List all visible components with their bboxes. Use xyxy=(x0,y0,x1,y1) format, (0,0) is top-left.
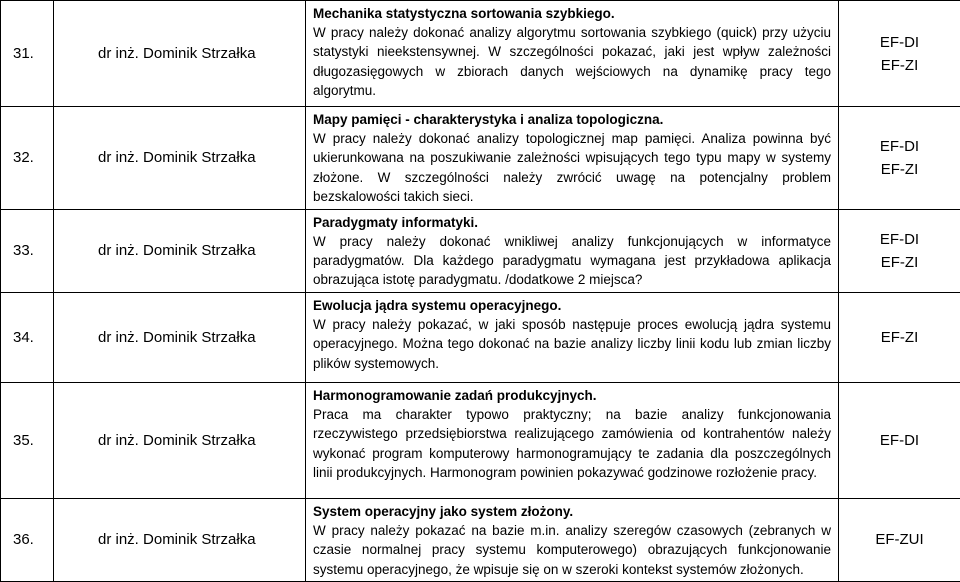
table-row xyxy=(1,107,960,210)
specialization-cell xyxy=(839,498,960,581)
row-number: 32. xyxy=(1,107,54,210)
specialization-cell xyxy=(839,382,960,498)
topic-description: W pracy należy pokazać na bazie m.in. analizy szeregów czasowych (zebranych w czasie normalnej pracy systemu komputerowego) obrazujących funkcjonowanie systemu operacyjnego, że wpisuje się on w szeroki kontekst systemów złożonych. xyxy=(313,521,831,579)
topic-cell xyxy=(306,292,839,382)
row-number: 33. xyxy=(1,209,54,292)
supervisor-name: dr inż. Dominik Strzałka xyxy=(54,292,306,382)
specialization-code: EF-ZUI xyxy=(839,528,960,551)
topic-cell xyxy=(306,209,839,292)
row-number: 34. xyxy=(1,292,54,382)
topic-description: W pracy należy dokonać analizy topologicznej map pamięci. Analiza powinna być ukierunkowana na poszukiwanie zależności wpisujących tego typu mapy w systemy złożone. W szczególności należy zwrócić uwagę na potencjalny problem bezskalowości takich sieci. xyxy=(313,129,831,207)
topic-title: Mapy pamięci - charakterystyka i analiza topologiczna. xyxy=(313,110,831,129)
specialization-cell xyxy=(839,1,960,107)
topic-cell xyxy=(306,498,839,581)
supervisor-name: dr inż. Dominik Strzałka xyxy=(54,1,306,107)
table-row xyxy=(1,292,960,382)
topic-description: Praca ma charakter typowo praktyczny; na bazie analizy funkcjonowania rzeczywistego przedsiębiorstwa realizującego zamówienia od kontrahentów należy wykonać program komputerowy harmonogramujący te zadania dla poszczególnych linii produkcyjnych. Harmonogram powinien pokazywać godzinowe rozłożenie pracy. xyxy=(313,405,831,483)
specialization-code: EF-DI xyxy=(839,228,960,251)
topic-title: Ewolucja jądra systemu operacyjnego. xyxy=(313,296,831,315)
table-row xyxy=(1,498,960,581)
supervisor-name: dr inż. Dominik Strzałka xyxy=(54,209,306,292)
table-row xyxy=(1,209,960,292)
topic-description: W pracy należy pokazać, w jaki sposób następuje proces ewolucją jądra systemu operacyjnego. Można tego dokonać na bazie analizy liczby linii kodu lub zmian liczby plików systemowych. xyxy=(313,315,831,373)
topic-description: W pracy należy dokonać wnikliwej analizy funkcjonujących w informatyce paradygmatów. Dla każdego paradygmatu wymagana jest przykładowa aplikacja obrazująca istotę paradygmatu. /dodatkowe 2 miejsca? xyxy=(313,232,831,290)
topic-title: Harmonogramowanie zadań produkcyjnych. xyxy=(313,386,831,405)
specialization-cell xyxy=(839,107,960,210)
specialization-cell xyxy=(839,209,960,292)
row-number: 35. xyxy=(1,382,54,498)
supervisor-name: dr inż. Dominik Strzałka xyxy=(54,107,306,210)
row-number: 31. xyxy=(1,1,54,107)
topic-title: Mechanika statystyczna sortowania szybkiego. xyxy=(313,4,831,23)
specialization-code: EF-DI xyxy=(839,31,960,54)
specialization-code: EF-DI xyxy=(839,429,960,452)
specialization-code: EF-ZI xyxy=(839,326,960,349)
table-row xyxy=(1,1,960,107)
specialization-code: EF-ZI xyxy=(839,158,960,181)
specialization-code: EF-DI xyxy=(839,135,960,158)
topic-title: System operacyjny jako system złożony. xyxy=(313,502,831,521)
topic-cell xyxy=(306,107,839,210)
supervisor-name: dr inż. Dominik Strzałka xyxy=(54,382,306,498)
supervisor-name: dr inż. Dominik Strzałka xyxy=(54,498,306,581)
topic-title: Paradygmaty informatyki. xyxy=(313,213,831,232)
specialization-code: EF-ZI xyxy=(839,54,960,77)
topic-description: W pracy należy dokonać analizy algorytmu sortowania szybkiego (quick) przy użyciu statystyki nieekstensywnej. W szczególności pokazać, jaki jest wpływ zależności długozasięgowych w zbiorach danych wejściowych na dynamikę pracy tego algorytmu. xyxy=(313,23,831,101)
topic-cell xyxy=(306,382,839,498)
row-number: 36. xyxy=(1,498,54,581)
specialization-code: EF-ZI xyxy=(839,251,960,274)
table-row xyxy=(1,382,960,498)
specialization-cell xyxy=(839,292,960,382)
topic-cell xyxy=(306,1,839,107)
